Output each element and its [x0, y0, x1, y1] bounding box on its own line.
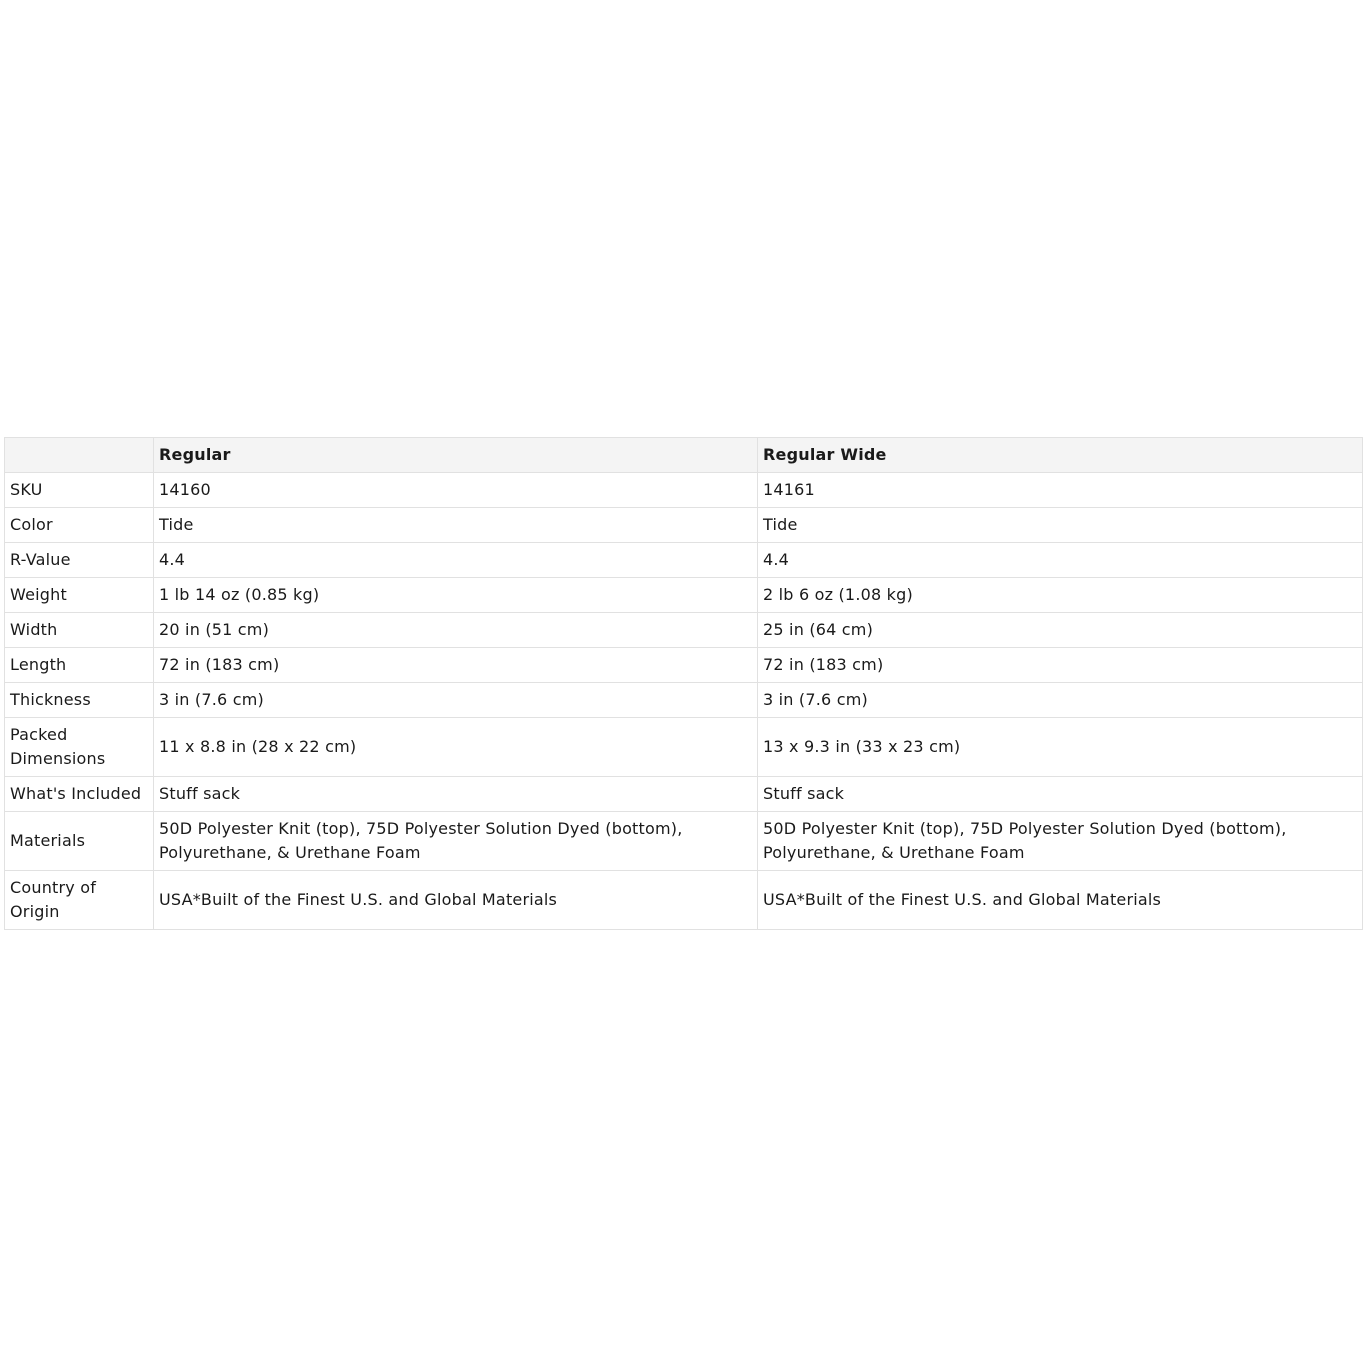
- table-row: [5, 543, 1363, 578]
- row-label: Color: [5, 508, 154, 543]
- regular-value: Stuff sack: [154, 777, 758, 812]
- table-row: [5, 777, 1363, 812]
- regular-wide-value: 4.4: [758, 543, 1363, 578]
- regular-value: 1 lb 14 oz (0.85 kg): [154, 578, 758, 613]
- regular-wide-value: 2 lb 6 oz (1.08 kg): [758, 578, 1363, 613]
- row-label: Width: [5, 613, 154, 648]
- regular-wide-value: USA*Built of the Finest U.S. and Global Materials: [758, 871, 1363, 930]
- spec-table-header: [5, 438, 1363, 473]
- header-row: [5, 438, 1363, 473]
- regular-wide-value: Tide: [758, 508, 1363, 543]
- regular-value: 11 x 8.8 in (28 x 22 cm): [154, 718, 758, 777]
- regular-wide-value: 25 in (64 cm): [758, 613, 1363, 648]
- row-label: SKU: [5, 473, 154, 508]
- regular-wide-value: 50D Polyester Knit (top), 75D Polyester Solution Dyed (bottom), Polyurethane, & Urethane Foam: [758, 812, 1363, 871]
- regular-wide-value: Stuff sack: [758, 777, 1363, 812]
- row-label: Country of Origin: [5, 871, 154, 930]
- row-label: R-Value: [5, 543, 154, 578]
- header-regular: Regular: [154, 438, 758, 473]
- row-label: Thickness: [5, 683, 154, 718]
- regular-value: 50D Polyester Knit (top), 75D Polyester Solution Dyed (bottom), Polyurethane, & Urethane Foam: [154, 812, 758, 871]
- regular-value: 3 in (7.6 cm): [154, 683, 758, 718]
- regular-value: 72 in (183 cm): [154, 648, 758, 683]
- spec-table: [4, 437, 1363, 930]
- table-row: [5, 683, 1363, 718]
- table-row: [5, 473, 1363, 508]
- regular-wide-value: 13 x 9.3 in (33 x 23 cm): [758, 718, 1363, 777]
- row-label: Materials: [5, 812, 154, 871]
- row-label: Length: [5, 648, 154, 683]
- table-row: [5, 718, 1363, 777]
- regular-value: 4.4: [154, 543, 758, 578]
- header-regular-wide: Regular Wide: [758, 438, 1363, 473]
- regular-wide-value: 14161: [758, 473, 1363, 508]
- table-row: [5, 648, 1363, 683]
- row-label: Packed Dimensions: [5, 718, 154, 777]
- regular-value: 14160: [154, 473, 758, 508]
- regular-value: USA*Built of the Finest U.S. and Global Materials: [154, 871, 758, 930]
- regular-wide-value: 72 in (183 cm): [758, 648, 1363, 683]
- regular-value: Tide: [154, 508, 758, 543]
- table-row: [5, 508, 1363, 543]
- table-row: [5, 812, 1363, 871]
- table-row: [5, 871, 1363, 930]
- header-empty-cell: [5, 438, 154, 473]
- regular-value: 20 in (51 cm): [154, 613, 758, 648]
- table-row: [5, 613, 1363, 648]
- row-label: What's Included: [5, 777, 154, 812]
- regular-wide-value: 3 in (7.6 cm): [758, 683, 1363, 718]
- table-row: [5, 578, 1363, 613]
- row-label: Weight: [5, 578, 154, 613]
- spec-table-body: [5, 473, 1363, 930]
